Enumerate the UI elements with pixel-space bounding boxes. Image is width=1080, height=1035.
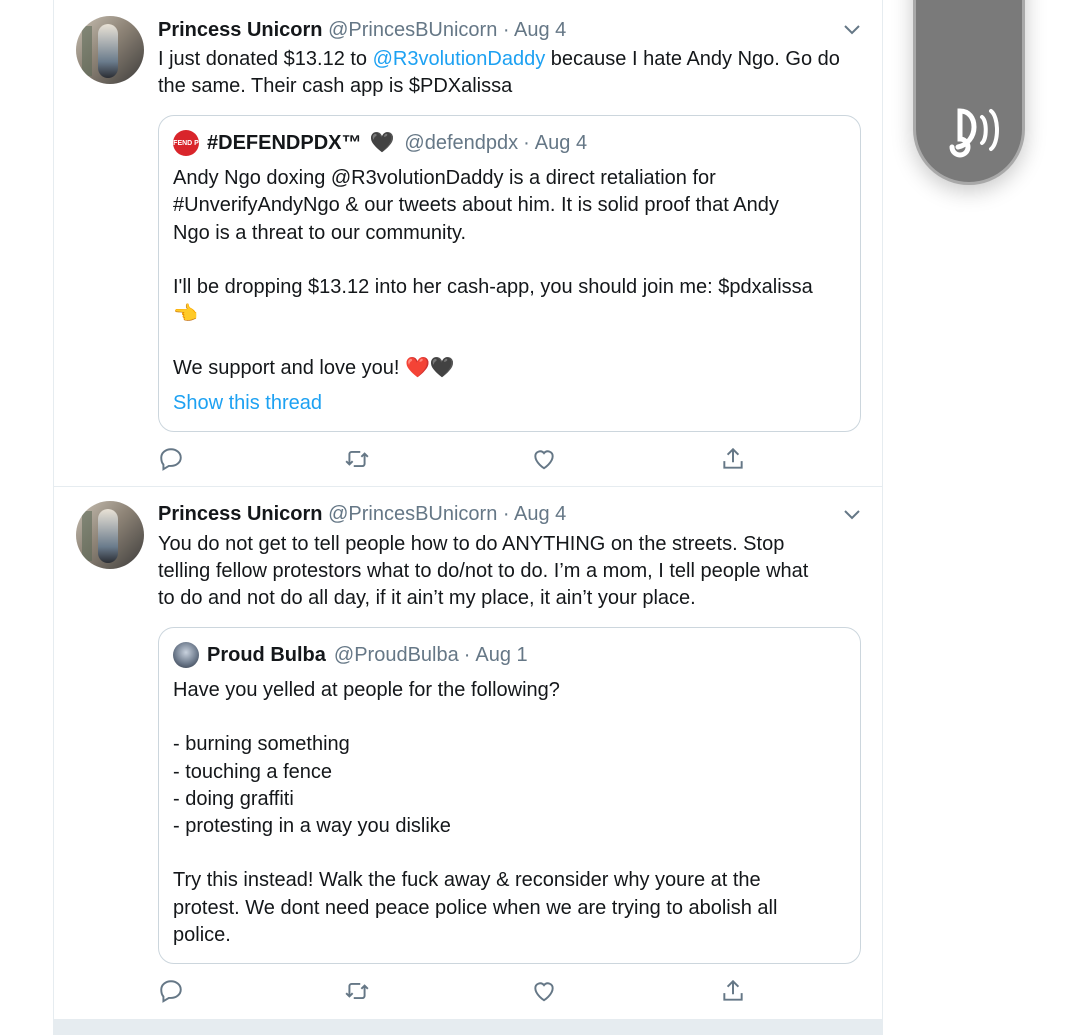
text-line: #UnverifyAndyNgo & our tweets about him. It is solid proof that Andy [173, 194, 779, 217]
text-line [173, 704, 848, 731]
text-line: Have you yelled at people for the following? [173, 679, 560, 701]
author-name[interactable]: Proud Bulba [207, 644, 326, 666]
avatar[interactable] [173, 642, 199, 668]
author-handle[interactable]: @defendpdx [404, 132, 519, 154]
text-line: - burning something [173, 733, 350, 756]
separator: · [463, 644, 471, 666]
action-bar [158, 446, 758, 474]
text-line [173, 840, 848, 867]
tweet-header [158, 502, 566, 526]
quoted-tweet-header [163, 130, 588, 156]
tweet-date[interactable]: Aug 4 [514, 19, 567, 41]
text-line [173, 247, 848, 274]
tweet-date[interactable]: Aug 4 [534, 132, 588, 154]
quoted-tweet-text [173, 165, 848, 383]
text-line: Ngo is a threat to our community. [173, 221, 467, 244]
text-line: Try this instead! Walk the fuck away & reconsider why youre at the [173, 869, 761, 892]
show-thread-link[interactable]: Show this thread [173, 392, 322, 414]
avatar[interactable] [76, 501, 144, 569]
text-line: - touching a fence [173, 760, 332, 783]
timeline-divider [54, 1019, 882, 1035]
tweet-text [158, 46, 868, 100]
share-icon[interactable] [720, 446, 746, 472]
quoted-tweet[interactable] [158, 627, 861, 964]
tweet-text-part: because I hate Andy Ngo. Go do the same. Their cash app is $PDXalissa [158, 48, 840, 97]
text-line: telling fellow protestors what to do/not to do. I’m a mom, I tell people what [158, 560, 809, 582]
audio-widget[interactable] [913, 0, 1025, 185]
audio-icon[interactable] [938, 101, 1006, 161]
separator: · [523, 132, 530, 154]
tweet-date[interactable]: Aug 1 [475, 644, 528, 666]
quoted-tweet[interactable] [158, 115, 861, 432]
reply-icon[interactable] [158, 446, 184, 472]
author-handle[interactable]: @PrincesBUnicorn [328, 503, 498, 525]
action-bar [158, 978, 758, 1006]
retweet-icon[interactable] [344, 446, 370, 472]
tweet[interactable] [54, 0, 882, 487]
pointing-hand-icon: 👈 [173, 303, 198, 326]
tweet[interactable] [54, 487, 882, 1019]
mention-link[interactable]: @R3volutionDaddy [372, 48, 546, 70]
quoted-tweet-text [173, 677, 848, 949]
text-line: I'll be dropping $13.12 into her cash-app, you should join me: $pdxalissa [173, 275, 813, 298]
reply-icon[interactable] [158, 978, 184, 1004]
text-line: Andy Ngo doxing @R3volutionDaddy is a direct retaliation for [173, 167, 716, 189]
author-name[interactable]: Princess Unicorn [158, 19, 323, 41]
like-icon[interactable] [531, 978, 557, 1004]
separator: · [502, 19, 510, 41]
avatar[interactable] [76, 16, 144, 84]
timeline [53, 0, 883, 1035]
author-name[interactable]: #DEFENDPDX™ [207, 132, 362, 154]
tweet-date[interactable]: Aug 4 [514, 503, 567, 525]
tweet-header [158, 18, 566, 42]
separator: · [502, 503, 510, 525]
text-line: protest. We dont need peace police when we are trying to abolish all [173, 896, 778, 919]
text-line [173, 328, 848, 355]
text-line: to do and not do all day, if it ain’t my place, it ain’t your place. [158, 587, 696, 609]
retweet-icon[interactable] [344, 978, 370, 1004]
tweet-text-part: I just donated $13.12 to [158, 48, 373, 70]
chevron-down-icon[interactable] [842, 505, 862, 525]
text-line: We support and love you! ❤️🖤 [173, 357, 455, 380]
like-icon[interactable] [531, 446, 557, 472]
author-handle[interactable]: @ProudBulba [333, 644, 459, 666]
share-icon[interactable] [720, 978, 746, 1004]
quoted-tweet-header [173, 642, 528, 668]
text-line: police. [173, 924, 231, 947]
author-handle[interactable]: @PrincesBUnicorn [328, 19, 498, 41]
tweet-text [158, 531, 868, 612]
chevron-down-icon[interactable] [842, 20, 862, 40]
text-line: You do not get to tell people how to do ANYTHING on the streets. Stop [158, 533, 785, 555]
text-line: - protesting in a way you dislike [173, 815, 451, 838]
author-name[interactable]: Princess Unicorn [158, 503, 323, 525]
black-heart-icon: 🖤 [369, 132, 395, 154]
text-line: - doing graffiti [173, 787, 294, 810]
avatar[interactable]: DEFEND PDX [173, 130, 199, 156]
